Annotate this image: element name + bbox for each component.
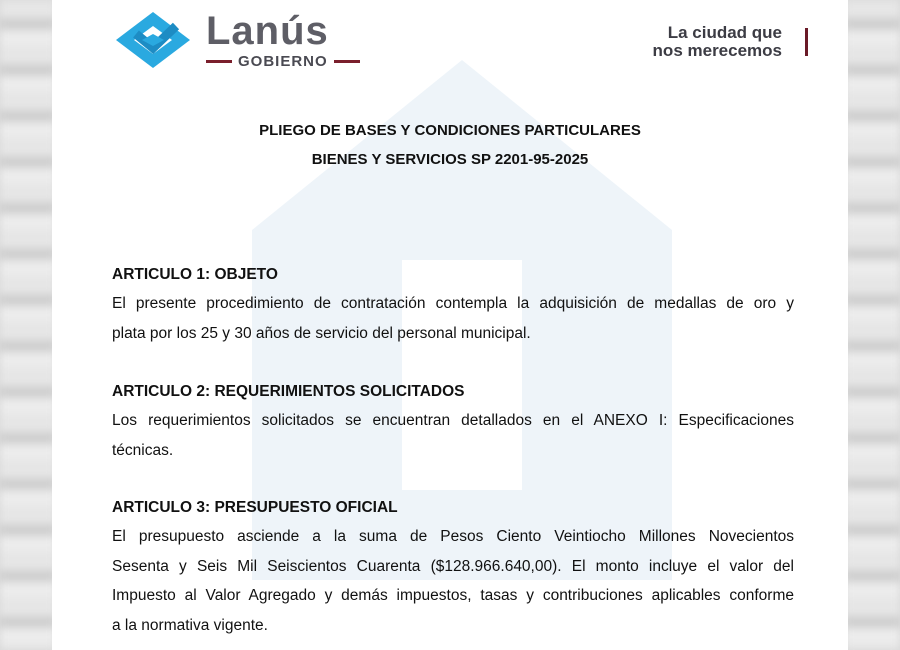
lanus-logo-icon	[114, 10, 192, 70]
document-title: PLIEGO DE BASES Y CONDICIONES PARTICULARES	[259, 122, 641, 139]
logo-subtitle: GOBIERNO	[238, 52, 328, 70]
logo-divider-right	[334, 60, 360, 63]
article-3-line-2: Sesenta y Seis Mil Seiscientos Cuarenta ($128.966.640,00). El monto incluye el valor del	[112, 557, 794, 575]
article-2-line-2: técnicas.	[112, 441, 174, 459]
slogan	[653, 24, 782, 60]
article-2-heading: ARTICULO 2: REQUERIMIENTOS SOLICITADOS	[112, 383, 465, 400]
logo-subtitle-row	[206, 53, 360, 70]
article-2-line-1: Los requerimientos solicitados se encuentran detallados en el ANEXO I: Especificaciones	[112, 412, 794, 429]
article-3-heading: ARTICULO 3: PRESUPUESTO OFICIAL	[112, 499, 398, 516]
article-1-line-1: El presente procedimiento de contratación contempla la adquisición de medallas de oro y	[112, 295, 794, 312]
article-2-body	[112, 406, 794, 465]
slogan-line-2: nos merecemos	[652, 41, 782, 60]
blurred-background-right	[845, 0, 900, 650]
blurred-background-left	[0, 0, 55, 650]
article-1-body	[112, 289, 794, 348]
logo-name: Lanús	[206, 8, 329, 53]
article-3-line-1: El presupuesto asciende a la suma de Pesos Ciento Veintiocho Millones Novecientos	[112, 528, 794, 545]
document-page	[52, 0, 848, 650]
lanus-logo	[114, 8, 360, 72]
article-3-line-3: Impuesto al Valor Agregado y demás impuestos, tasas y contribuciones aplicables conforme	[112, 587, 794, 604]
document-subtitle: BIENES Y SERVICIOS SP 2201-95-2025	[311, 151, 589, 168]
article-3-body	[112, 522, 794, 640]
article-1-line-2: plata por los 25 y 30 años de servicio del personal municipal.	[112, 324, 531, 342]
slogan-accent-bar	[805, 28, 808, 56]
article-1-heading: ARTICULO 1: OBJETO	[112, 266, 278, 283]
logo-divider-left	[206, 60, 232, 63]
article-3-line-4: a la normativa vigente.	[112, 616, 268, 634]
slogan-line-1: La ciudad que	[667, 23, 782, 42]
